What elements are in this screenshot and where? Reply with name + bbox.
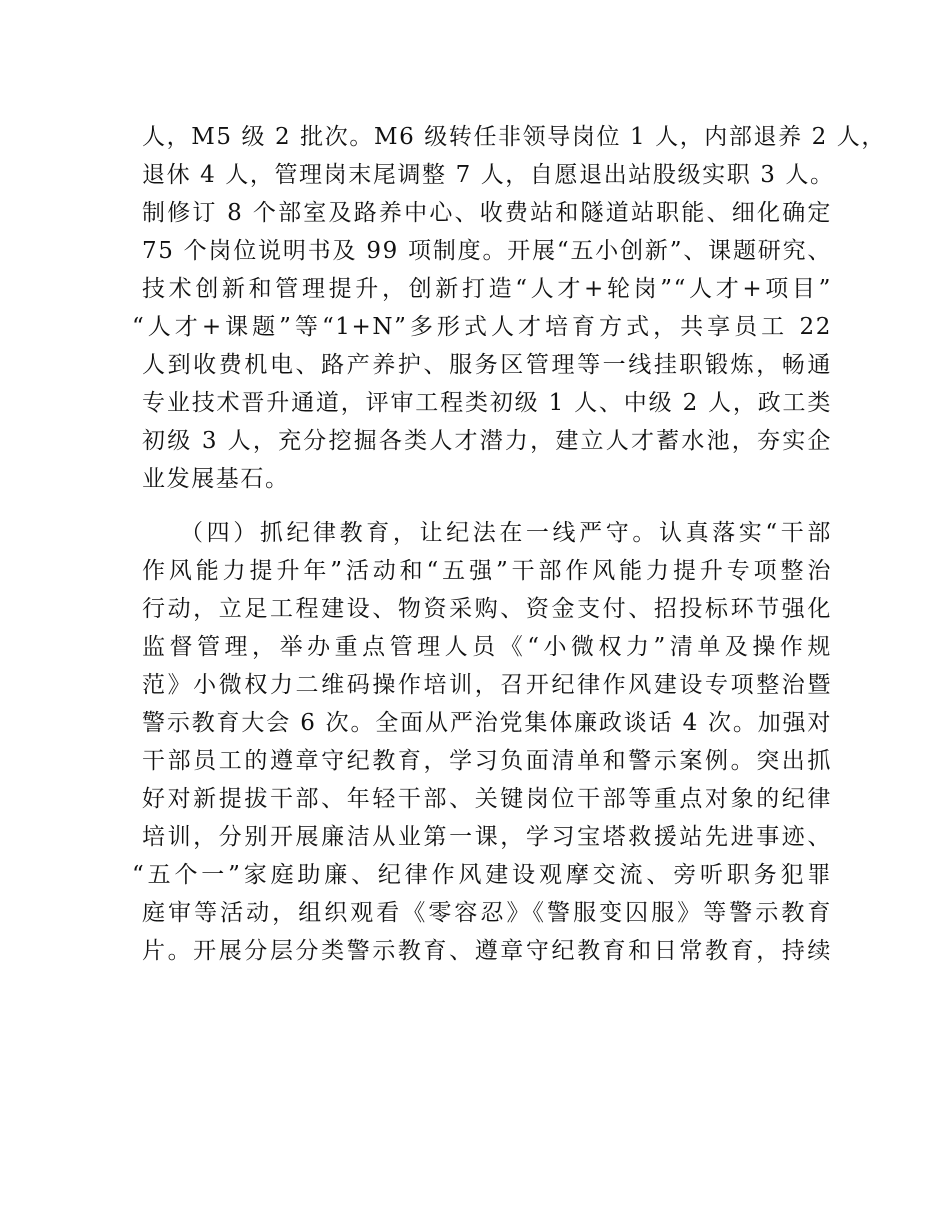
text-line: 75 个岗位说明书及 99 项制度。开展“五小创新”、课题研究、	[142, 238, 832, 264]
text-line: 作风能力提升年”活动和“五强”干部作风能力提升专项整治	[142, 558, 832, 584]
text-line: 范》小微权力二维码操作培训，召开纪律作风建设专项整治暨	[142, 672, 832, 698]
text-line: 警示教育大会 6 次。全面从严治党集体廉政谈话 4 次。加强对	[142, 710, 832, 736]
text-line: “人才+课题”等“1+N”多形式人才培育方式，共享员工 22	[132, 314, 832, 340]
text-line: 制修订 8 个部室及路养中心、收费站和隧道站职能、细化确定	[142, 200, 832, 226]
text-line: 技术创新和管理提升，创新打造“人才+轮岗”“人才+项目”	[142, 276, 832, 302]
text-line: 监督管理，举办重点管理人员《“小微权力”清单及操作规	[142, 634, 832, 660]
text-line: 培训，分别开展廉洁从业第一课，学习宝塔救援站先进事迹、	[142, 824, 832, 850]
text-line: 庭审等活动，组织观看《零容忍》《警服变囚服》等警示教育	[142, 900, 832, 926]
body-text	[132, 118, 886, 970]
text-line: 退休 4 人，管理岗末尾调整 7 人，自愿退出站股级实职 3 人。	[142, 162, 835, 188]
text-line: 初级 3 人，充分挖掘各类人才潜力，建立人才蓄水池，夯实企	[142, 428, 832, 454]
text-line: 专业技术晋升通道，评审工程类初级 1 人、中级 2 人，政工类	[142, 390, 832, 416]
paragraph-gap	[142, 498, 832, 514]
paragraph	[132, 118, 886, 498]
text-line: “五个一”家庭助廉、纪律作风建设观摩交流、旁听职务犯罪	[132, 862, 832, 888]
text-line: 好对新提拔干部、年轻干部、关键岗位干部等重点对象的纪律	[142, 786, 832, 812]
text-line: 人，M5 级 2 批次。M6 级转任非领导岗位 1 人，内部退养 2 人，	[142, 124, 886, 150]
paragraph	[132, 514, 832, 970]
text-line: 业发展基石。	[142, 466, 290, 492]
text-line: 行动，立足工程建设、物资采购、资金支付、招投标环节强化	[142, 596, 832, 622]
text-line: 干部员工的遵章守纪教育，学习负面清单和警示案例。突出抓	[142, 748, 832, 774]
text-line: 人到收费机电、路产养护、服务区管理等一线挂职锻炼，畅通	[142, 352, 832, 378]
text-line: 片。开展分层分类警示教育、遵章守纪教育和日常教育，持续	[142, 938, 832, 964]
text-line: （四）抓纪律教育，让纪法在一线严守。认真落实“干部	[180, 520, 832, 546]
